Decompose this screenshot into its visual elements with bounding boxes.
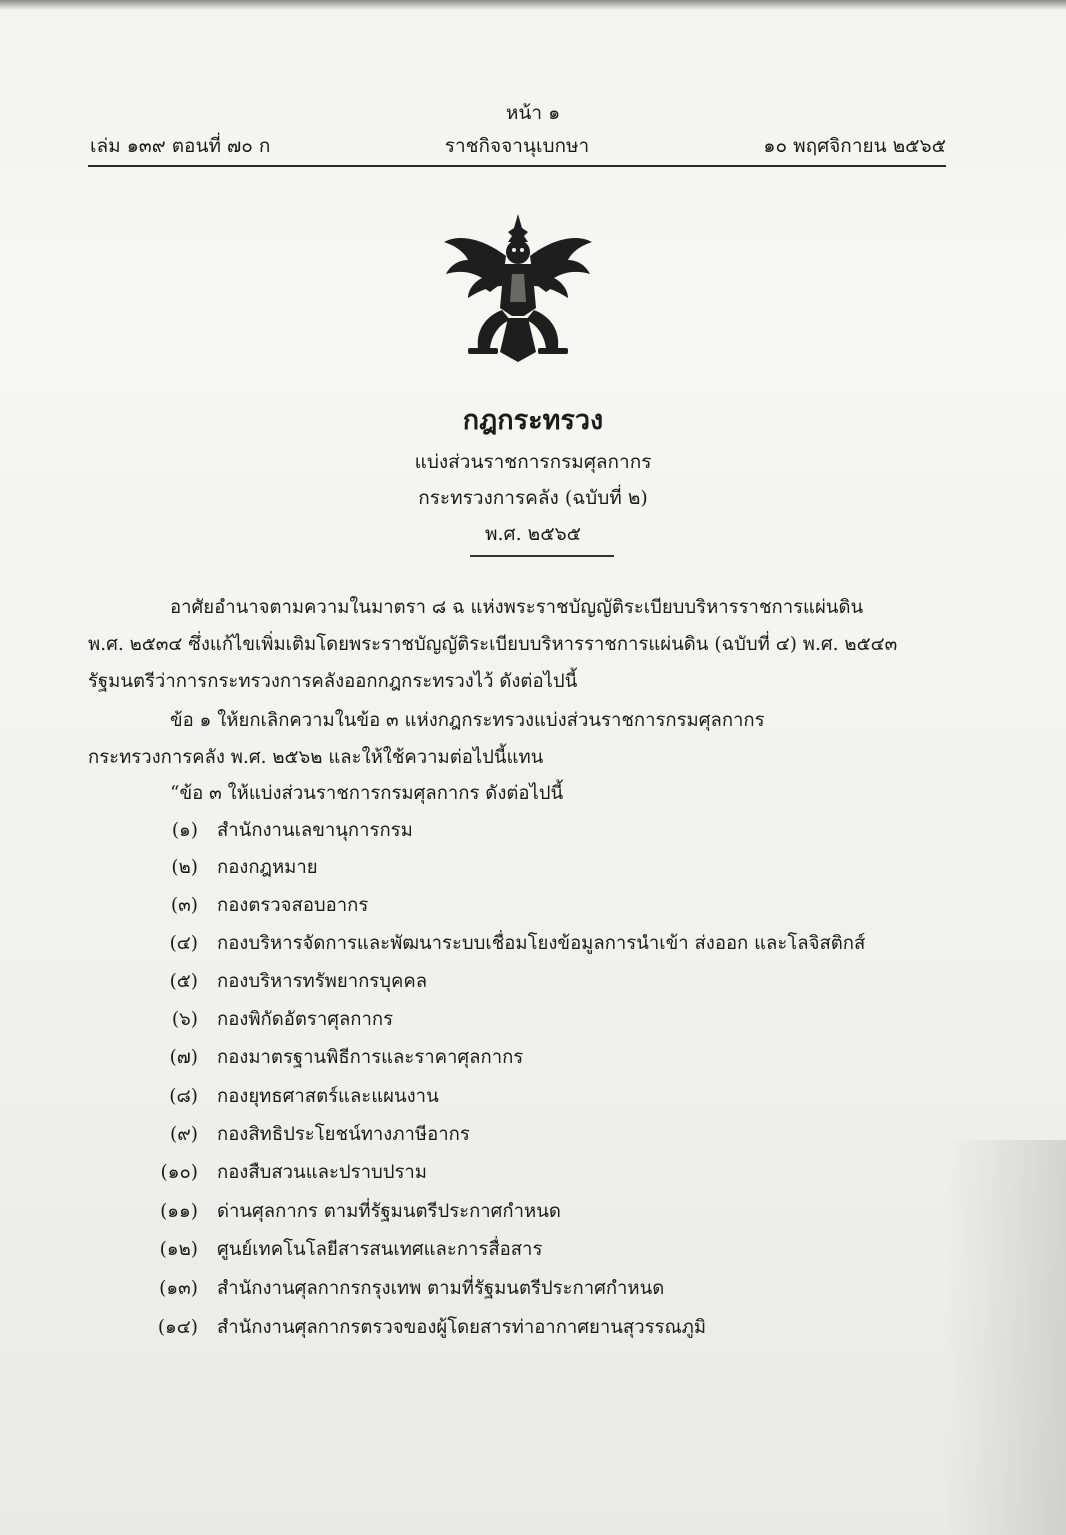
preamble-line1: อาศัยอำนาจตามความในมาตรา ๘ ฉ แห่งพระราชบัญญัติระเบียบบริหารราชการแผ่นดิน [170, 597, 864, 618]
document-subtitle-line2: กระทรวงการคลัง (ฉบับที่ ๒) [418, 487, 648, 509]
list-item-label: ศูนย์เทคโนโลยีสารสนเทศและการสื่อสาร [217, 1239, 543, 1260]
document-title: กฎกระทรวง [462, 405, 604, 436]
garuda-emblem-icon [438, 212, 598, 364]
list-item-number: (๖) [171, 1009, 198, 1030]
list-item-number: (๑๔) [157, 1317, 198, 1338]
page-number: หน้า ๑ [505, 102, 561, 124]
document-subtitle-line1: แบ่งส่วนราชการกรมศุลกากร [414, 451, 652, 473]
list-item-label: กองบริหารจัดการและพัฒนาระบบเชื่อมโยงข้อมูลการนำเข้า ส่งออก และโลจิสติกส์ [217, 933, 866, 954]
list-item-number: (๑๓) [159, 1278, 198, 1299]
list-item-number: (๙) [170, 1124, 198, 1145]
list-item-number: (๑๐) [160, 1162, 198, 1183]
list-item-label: กองสิทธิประโยชน์ทางภาษีอากร [217, 1124, 470, 1145]
list-item-label: ด่านศุลกากร ตามที่รัฐมนตรีประกาศกำหนด [217, 1201, 561, 1222]
volume-issue: เล่ม ๑๓๙ ตอนที่ ๗๐ ก [90, 135, 271, 157]
clause3-intro: “ข้อ ๓ ให้แบ่งส่วนราชการกรมศุลกากร ดังต่อไปนี้ [170, 783, 564, 804]
preamble-line2: พ.ศ. ๒๕๓๔ ซึ่งแก้ไขเพิ่มเติมโดยพระราชบัญญัติระเบียบบริหารราชการแผ่นดิน (ฉบับที่ ๔) พ.ศ. ๒๕๔๓ [88, 634, 898, 655]
header-divider [88, 165, 946, 167]
list-item-number: (๑๒) [159, 1239, 198, 1260]
list-item-number: (๓) [170, 895, 198, 916]
page-top-edge [0, 0, 1066, 10]
document-year: พ.ศ. ๒๕๖๕ [484, 523, 582, 545]
list-item-label: สำนักงานศุลกากรกรุงเทพ ตามที่รัฐมนตรีประกาศกำหนด [217, 1278, 665, 1299]
list-item-label: กองกฎหมาย [217, 857, 318, 878]
clause1-line2: กระทรวงการคลัง พ.ศ. ๒๕๖๒ และให้ใช้ความต่อไปนี้แทน [88, 747, 544, 768]
list-item-number: (๘) [169, 1086, 198, 1107]
list-item-label: กองตรวจสอบอากร [217, 895, 369, 916]
list-item-label: กองสืบสวนและปราบปราม [217, 1162, 427, 1183]
gazette-header [88, 131, 946, 161]
preamble-line3: รัฐมนตรีว่าการกระทรวงการคลังออกกฎกระทรวงไว้ ดังต่อไปนี้ [88, 671, 578, 692]
list-item-number: (๑๑) [160, 1201, 198, 1222]
clause1-line1: ข้อ ๑ ให้ยกเลิกความในข้อ ๓ แห่งกฎกระทรวงแบ่งส่วนราชการกรมศุลกากร [170, 710, 765, 731]
list-item-label: กองพิกัดอัตราศุลกากร [217, 1009, 394, 1030]
publication-date: ๑๐ พฤศจิกายน ๒๕๖๕ [763, 135, 946, 157]
list-item-number: (๒) [171, 857, 198, 878]
list-item-number: (๗) [169, 1047, 198, 1068]
list-item-number: (๑) [171, 820, 198, 841]
list-item-label: กองยุทธศาสตร์และแผนงาน [217, 1086, 439, 1107]
list-item-number: (๕) [169, 971, 198, 992]
list-item-label: กองบริหารทรัพยากรบุคคล [217, 971, 428, 992]
title-divider [470, 555, 614, 557]
list-item-label: กองมาตรฐานพิธีการและราคาศุลกากร [217, 1047, 524, 1068]
list-item-number: (๔) [169, 933, 198, 954]
list-item-label: สำนักงานเลขานุการกรม [217, 820, 413, 841]
gazette-name: ราชกิจจานุเบกษา [444, 135, 590, 157]
list-item-label: สำนักงานศุลกากรตรวจของผู้โดยสารท่าอากาศยานสุวรรณภูมิ [217, 1317, 707, 1338]
page-shadow [946, 1140, 1066, 1535]
